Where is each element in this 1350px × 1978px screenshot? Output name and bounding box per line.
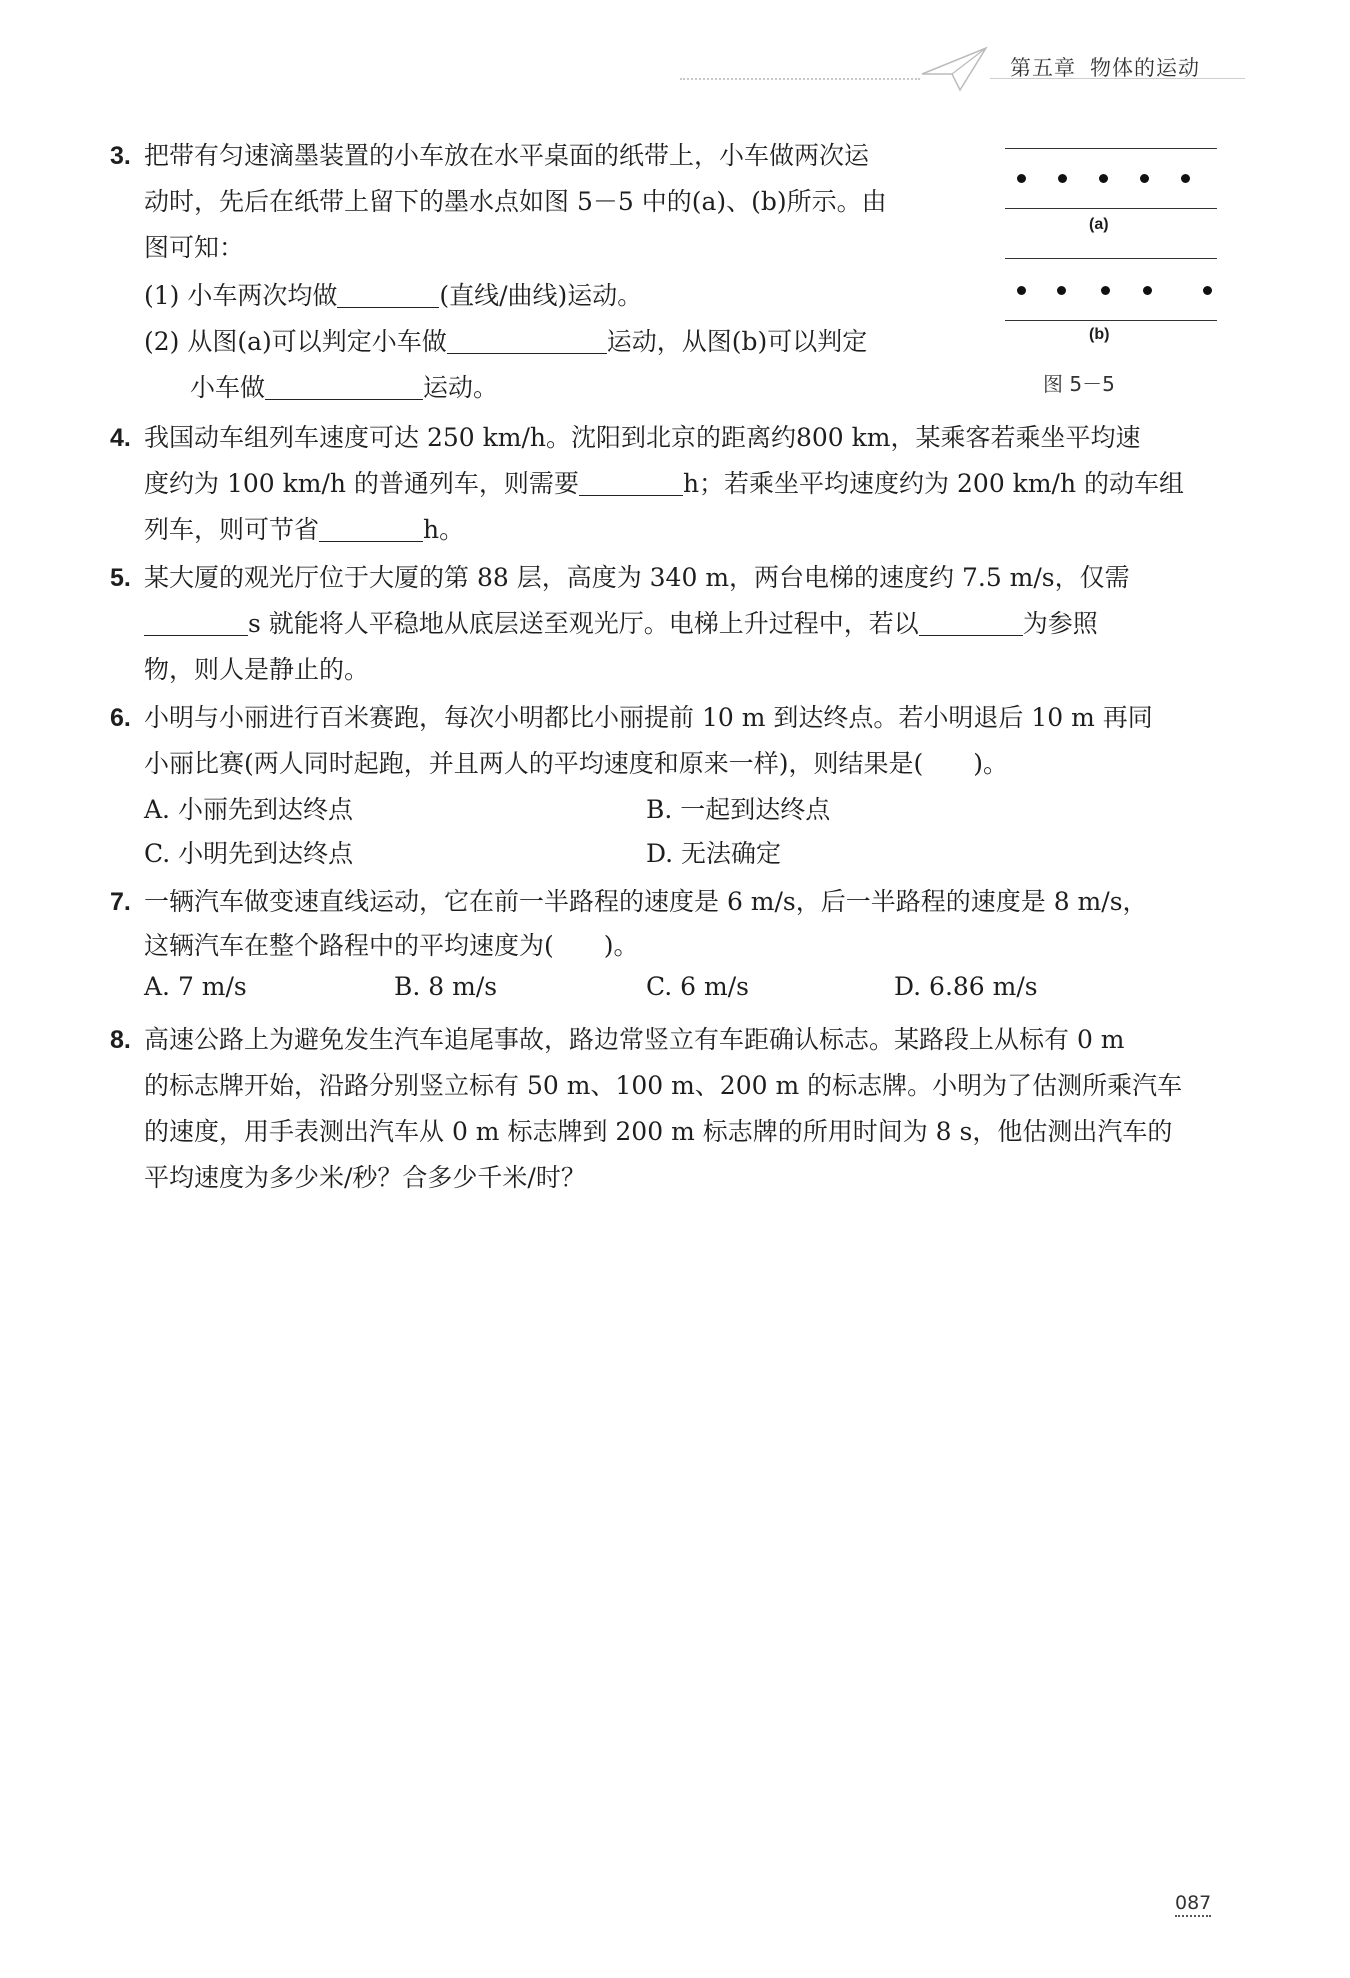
ink-dot <box>1181 174 1190 183</box>
answer-blank[interactable] <box>319 515 423 542</box>
question-text: 高速公路上为避免发生汽车追尾事故，路边常竖立有车距确认标志。某路段上从标有 0 m <box>144 1025 1125 1054</box>
question-text: h；若乘坐平均速度约为 200 km/h 的动车组 <box>682 469 1184 498</box>
ink-dot <box>1017 286 1026 295</box>
question-text: 小明与小丽进行百米赛跑，每次小明都比小丽提前 10 m 到达终点。若小明退后 10 m 再同 <box>144 703 1153 732</box>
choice-c[interactable]: C. 6 m/s <box>646 972 749 1001</box>
answer-blank[interactable] <box>579 469 683 496</box>
ink-dot <box>1101 286 1110 295</box>
choice-a[interactable]: A. 小丽先到达终点 <box>144 795 353 824</box>
ink-dot <box>1143 286 1152 295</box>
answer-blank[interactable] <box>265 373 423 400</box>
figure-label-b: (b) <box>1089 326 1110 343</box>
question-text: 某大厦的观光厅位于大厦的第 88 层，高度为 340 m，两台电梯的速度约 7.5 m/s，仅需 <box>144 563 1130 592</box>
answer-blank[interactable] <box>337 281 439 308</box>
sub-question-text: (2) 从图(a)可以判定小车做 <box>144 327 447 356</box>
question-text: h。 <box>423 515 465 544</box>
question-number: 8. <box>110 1026 131 1054</box>
question-text: 平均速度为多少米/秒？合多少千米/时？ <box>144 1163 586 1192</box>
header-dotted-line <box>680 78 920 80</box>
question-text: 的标志牌开始，沿路分别竖立标有 50 m、100 m、200 m 的标志牌。小明为了估测所乘汽车 <box>144 1071 1183 1100</box>
tape-edge <box>1005 320 1217 321</box>
question-text: 把带有匀速滴墨装置的小车放在水平桌面的纸带上，小车做两次运 <box>144 141 870 170</box>
chapter-number: 第五章 <box>1010 56 1076 80</box>
choice-d[interactable]: D. 6.86 m/s <box>894 972 1038 1001</box>
question-text: 一辆汽车做变速直线运动，它在前一半路程的速度是 6 m/s，后一半路程的速度是 8 m/s， <box>144 887 1148 916</box>
sub-question-text: 小车做 <box>190 373 266 402</box>
question-text: 我国动车组列车速度可达 250 km/h。沈阳到北京的距离约800 km，某乘客若乘坐平均速 <box>144 423 1141 452</box>
question-text: 的速度，用手表测出汽车从 0 m 标志牌到 200 m 标志牌的所用时间为 8 s，他估测出汽车的 <box>144 1117 1173 1146</box>
figure-label-a: (a) <box>1089 216 1109 233</box>
tape-edge <box>1005 148 1217 149</box>
chapter-heading <box>1010 52 1214 82</box>
paper-plane-icon <box>920 44 990 94</box>
question-number: 6. <box>110 704 131 732</box>
figure-caption: 图 5－5 <box>1043 372 1115 396</box>
question-text: 动时，先后在纸带上留下的墨水点如图 5－5 中的(a)、(b)所示。由 <box>144 187 887 216</box>
question-number: 7. <box>110 888 131 916</box>
answer-blank[interactable] <box>919 609 1023 636</box>
ink-dot <box>1057 286 1066 295</box>
question-number: 5. <box>110 564 131 592</box>
chapter-title: 物体的运动 <box>1090 56 1200 80</box>
question-number: 3. <box>110 142 131 170</box>
question-text: s 就能将人平稳地从底层送至观光厅。电梯上升过程中，若以 <box>248 609 919 638</box>
sub-question-text: 运动。 <box>423 373 499 402</box>
question-text: 小丽比赛(两人同时起跑，并且两人的平均速度和原来一样)，则结果是( )。 <box>144 749 1009 778</box>
answer-blank[interactable] <box>144 609 248 636</box>
tape-edge <box>1005 208 1217 209</box>
page-header <box>660 40 1250 100</box>
question-text: 图可知： <box>144 233 245 262</box>
choice-c[interactable]: C. 小明先到达终点 <box>144 839 354 868</box>
question-number: 4. <box>110 424 131 452</box>
choice-a[interactable]: A. 7 m/s <box>144 972 247 1001</box>
answer-blank[interactable] <box>447 327 607 354</box>
ink-dot <box>1058 174 1067 183</box>
question-text: 物，则人是静止的。 <box>144 655 370 684</box>
choice-b[interactable]: B. 一起到达终点 <box>646 795 831 824</box>
sub-question-text: (直线/曲线)运动。 <box>439 281 643 310</box>
sub-question-text: 运动，从图(b)可以判定 <box>606 327 868 356</box>
ink-dot <box>1099 174 1108 183</box>
sub-question-text: (1) 小车两次均做 <box>144 281 338 310</box>
question-text: 度约为 100 km/h 的普通列车，则需要 <box>144 469 579 498</box>
question-text: 列车，则可节省 <box>144 515 320 544</box>
page-number: 087 <box>1175 1892 1211 1917</box>
choice-b[interactable]: B. 8 m/s <box>394 972 498 1001</box>
tape-edge <box>1005 258 1217 259</box>
ink-dot <box>1203 286 1212 295</box>
question-text: 为参照 <box>1022 609 1098 638</box>
ink-dot <box>1140 174 1149 183</box>
figure-5-5 <box>1005 140 1220 400</box>
ink-dot <box>1017 174 1026 183</box>
choice-d[interactable]: D. 无法确定 <box>646 839 782 868</box>
question-text: 这辆汽车在整个路程中的平均速度为( )。 <box>144 931 639 960</box>
